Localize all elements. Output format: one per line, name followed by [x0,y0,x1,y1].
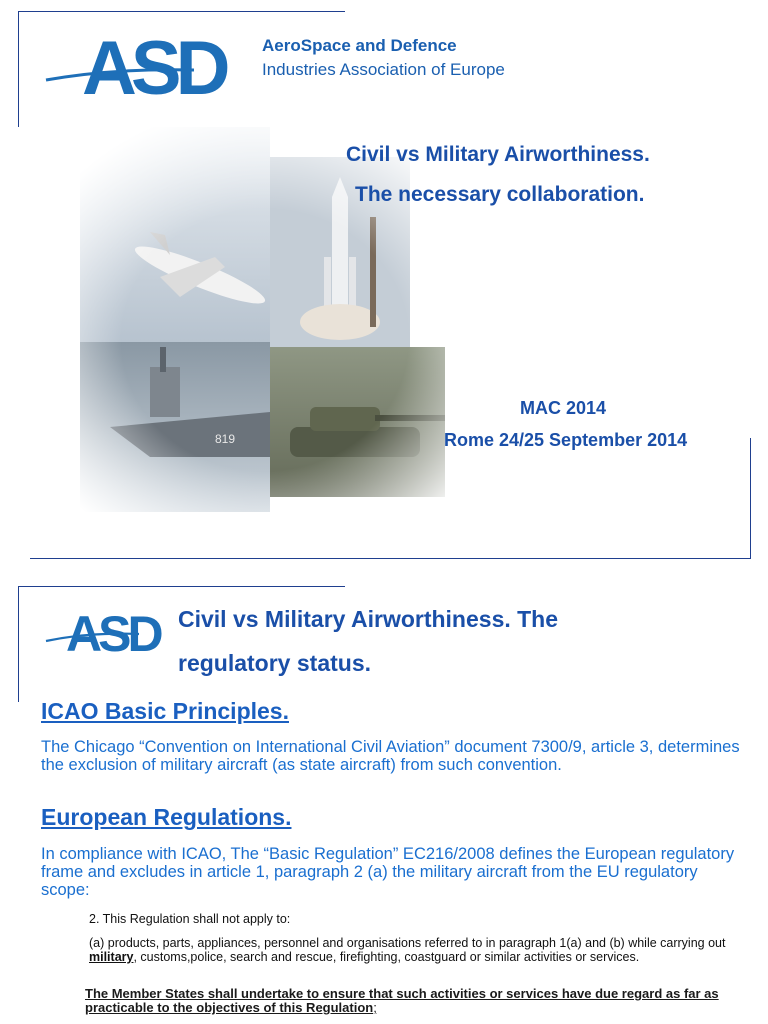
european-regulations-paragraph: In compliance with ICAO, The “Basic Regulation” EC216/2008 defines the European regulatory frame and excludes in article 1, paragraph 2 (a) the military aircraft from the EU regulatory scope: [41,845,735,899]
bottom-rule [30,558,751,559]
european-regulations-heading: European Regulations. [41,804,292,830]
icao-heading: ICAO Basic Principles. [41,698,289,724]
event-name: MAC 2014 [520,398,607,418]
top-rule [18,11,345,12]
regulation-quote-line1: 2. This Regulation shall not apply to: [89,912,291,926]
regulation-quote-line3 [85,987,755,1015]
right-rule [750,438,751,559]
event-date: Rome 24/25 September 2014 [444,430,688,450]
association-name-line2: Industries Association of Europe [262,60,505,79]
slide2-title-line1: Civil vs Military Airworthiness. The [178,606,559,632]
quote-tail: ; [373,1000,377,1015]
icao-paragraph: The Chicago “Convention on International Civil Aviation” document 7300/9, article 3, determines the exclusion of military aircraft (as state aircraft) from such convention. [41,738,740,774]
slide1-title-line2: The necessary collaboration. [355,183,645,206]
regulation-quote-line2 [89,936,739,964]
asd-logo-text: ASD [82,30,225,100]
quote-text-b: , customs,police, search and rescue, firefighting, coastguard or similar activities or services. [133,950,640,964]
slide2-left-rule [18,586,19,702]
slide2-top-rule [18,586,345,587]
quote-military-emphasis: military [89,950,134,964]
quote-text-a: (a) products, parts, appliances, personnel and organisations referred to in paragraph 1(a) and (b) while carrying out [89,936,726,950]
quote-member-states: The Member States shall undertake to ensure that such activities or services have due regard as far as practicable to the objectives of this Regulation [85,986,719,1015]
slide1-title-line1: Civil vs Military Airworthiness. [346,143,650,166]
asd-logo-small [44,605,174,655]
left-rule [18,11,19,127]
association-name-line1: AeroSpace and Defence [262,36,457,55]
asd-logo [44,30,249,100]
slide2-title-line2: regulatory status. [178,650,371,676]
asd-logo-small-text: ASD [66,606,160,655]
